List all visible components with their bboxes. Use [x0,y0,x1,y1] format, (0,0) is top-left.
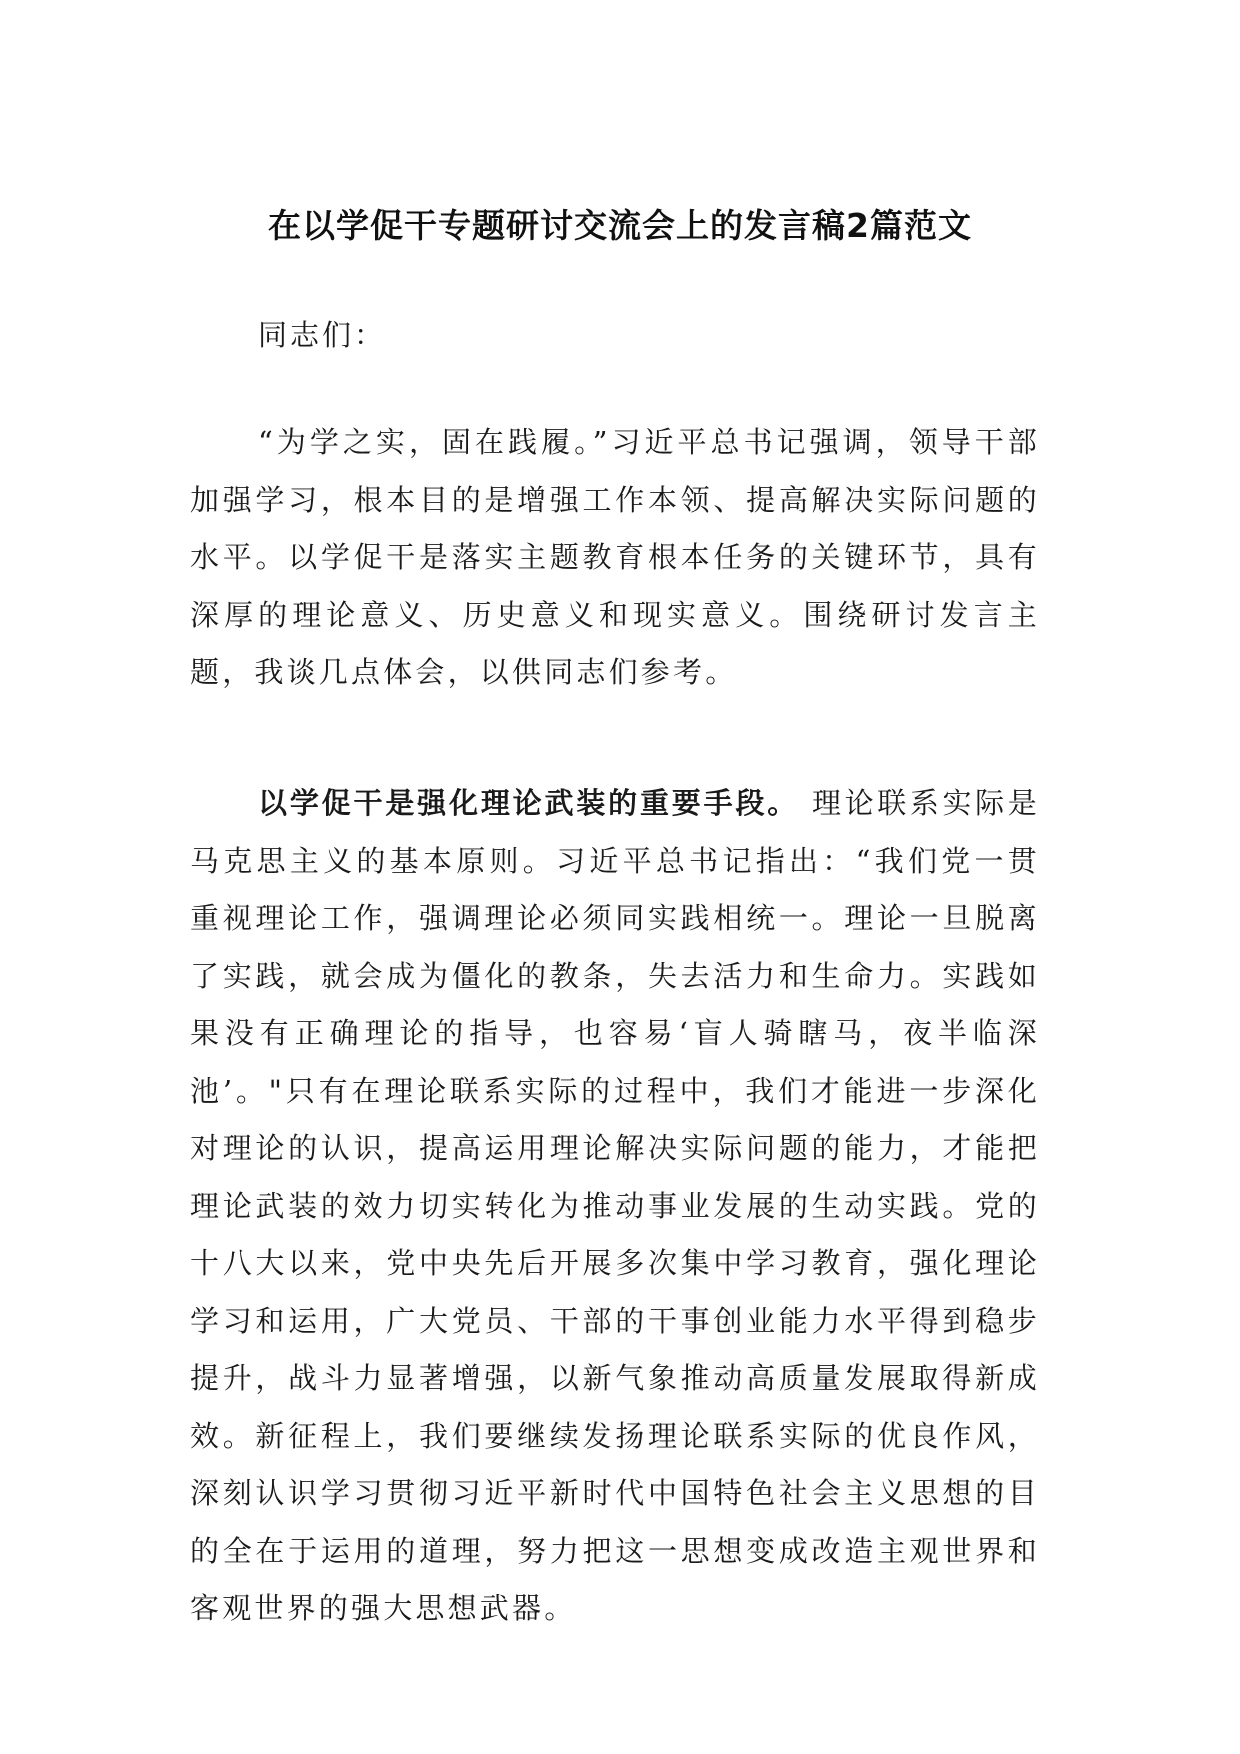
paragraph-theory-lead: 以学促干是强化理论武装的重要手段。 [258,786,800,820]
paragraph-intro-text: “为学之实，固在践履。”习近平总书记强调，领导干部加强学习，根本目的是增强工作本领、提高解决实际问题的水平。以学促干是落实主题教育根本任务的关键环节，具有深厚的理论意义、历史意义和现实意义。围绕研讨发言主题，我谈几点体会，以供同志们参考。 [190,425,1040,689]
paragraph-intro [190,414,1040,702]
salutation: 同志们： [258,318,387,352]
paragraph-theory [190,775,1040,1638]
document-title: 在以学促干专题研讨交流会上的发言稿2篇范文 [268,206,972,245]
paragraph-theory-text: 理论联系实际是马克思主义的基本原则。习近平总书记指出：“我们党一贯重视理论工作，强调理论必须同实践相统一。理论一旦脱离了实践，就会成为僵化的教条，失去活力和生命力。实践如果没有正确理论的指导，也容易‘盲人骑瞎马，夜半临深池’。"只有在理论联系实际的过程中，我们才能进一步深化对理论的认识，提高运用理论解决实际问题的能力，才能把理论武装的效力切实转化为推动事业发展的生动实践。党的十八大以来，党中央先后开展多次集中学习教育，强化理论学习和运用，广大党员、干部的干事创业能力水平得到稳步提升，战斗力显著增强，以新气象推动高质量发展取得新成效。新征程上，我们要继续发扬理论联系实际的优良作风，深刻认识学习贯彻习近平新时代中国特色社会主义思想的目的全在于运用的道理，努力把这一思想变成改造主观世界和客观世界的强大思想武器。 [190,786,1040,1625]
